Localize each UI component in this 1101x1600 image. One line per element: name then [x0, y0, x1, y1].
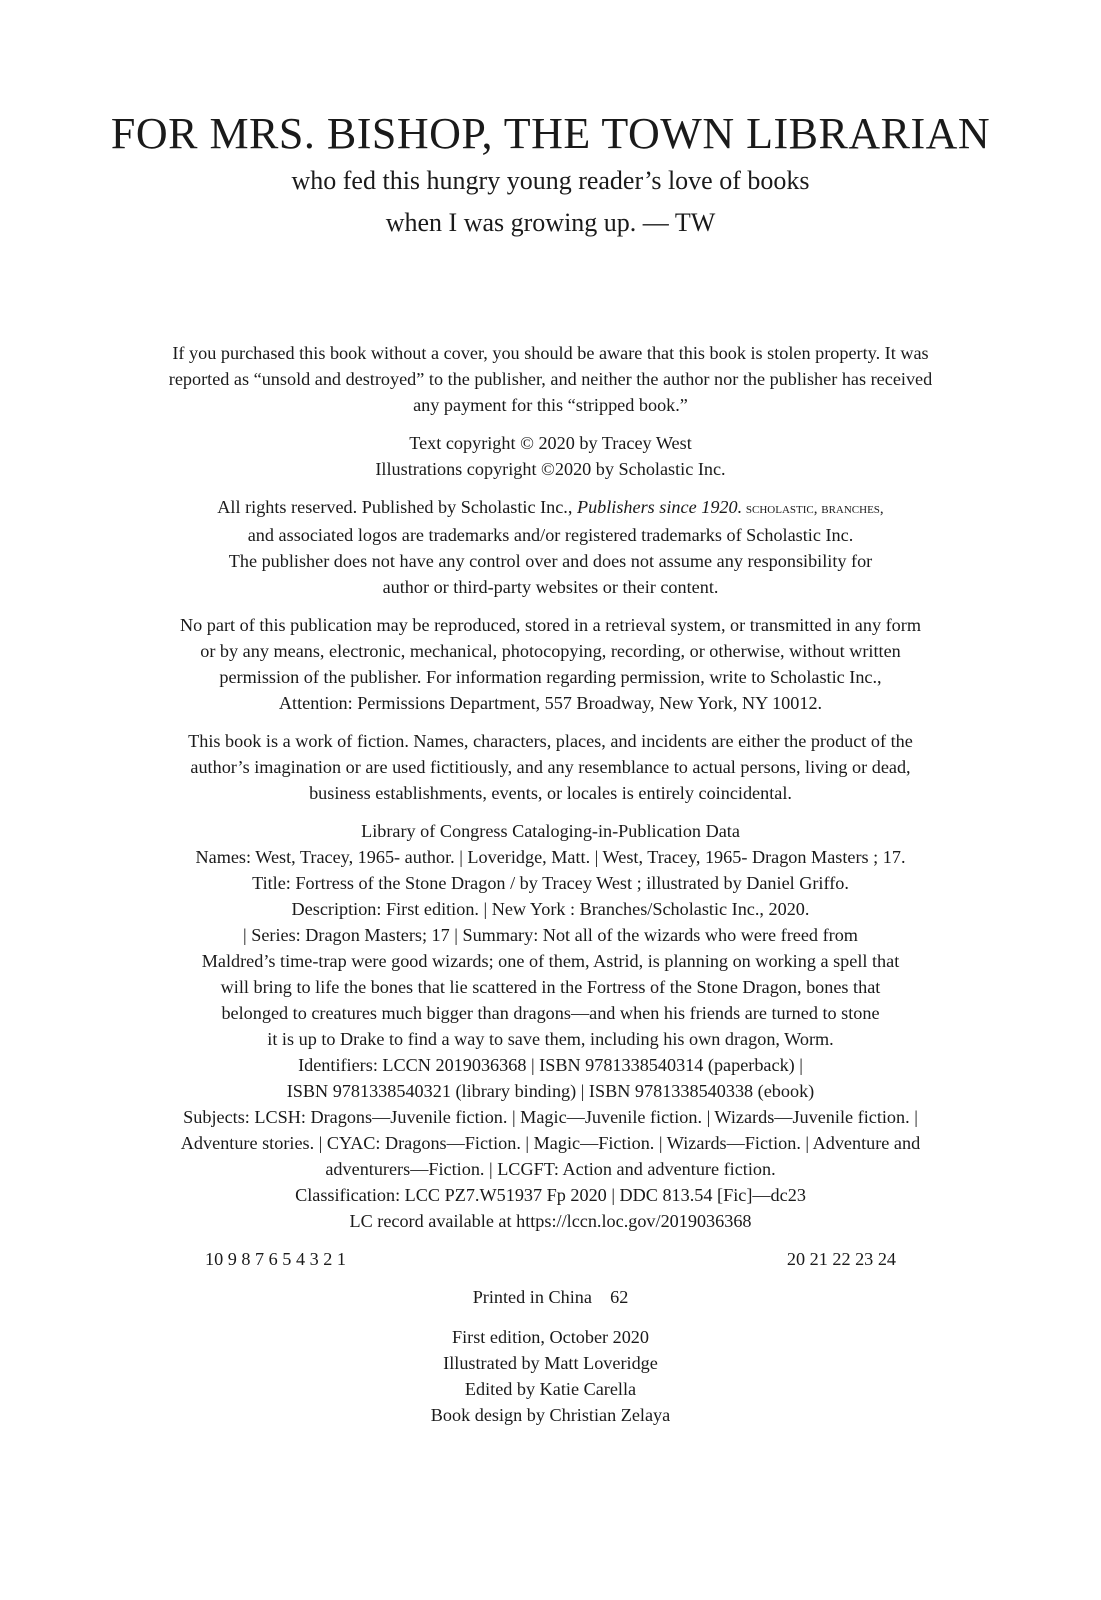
cip-line: Library of Congress Cataloging-in-Publication Data: [361, 821, 740, 841]
copyright-notice: [125, 430, 976, 482]
cip-line: Identifiers: LCCN 2019036368 | ISBN 9781338540314 (paperback) |: [298, 1055, 803, 1075]
trademark-names: scholastic, branches,: [742, 501, 884, 517]
cip-line: Title: Fortress of the Stone Dragon / by Tracey West ; illustrated by Daniel Griffo.: [252, 873, 849, 893]
credit-line: Edited by Katie Carella: [464, 1379, 637, 1399]
rights-notice: [125, 494, 976, 600]
cip-line: Maldred’s time-trap were good wizards; one of them, Astrid, is planning on working a spell that: [201, 951, 900, 971]
rights-line: [125, 494, 976, 522]
dedication-line-2: when I was growing up. — TW: [385, 208, 716, 237]
cip-line: | Series: Dragon Masters; 17 | Summary: Not all of the wizards who were freed from: [243, 925, 858, 945]
rights-text: All rights reserved. Published by Scholastic Inc.,: [217, 497, 577, 517]
printed-in: [125, 1284, 976, 1310]
cip-line: belonged to creatures much bigger than dragons—and when his friends are turned to stone: [221, 1003, 880, 1023]
credit-line: Book design by Christian Zelaya: [430, 1405, 671, 1425]
rights-line: author or third-party websites or their content.: [382, 577, 719, 597]
rights-line: and associated logos are trademarks and/or registered trademarks of Scholastic Inc.: [247, 525, 854, 545]
copyright-line: Illustrations copyright ©2020 by Scholastic Inc.: [375, 459, 726, 479]
cip-line: will bring to life the bones that lie scattered in the Fortress of the Stone Dragon, bones that: [220, 977, 881, 997]
notice-line: any payment for this “stripped book.”: [413, 395, 688, 415]
notice-line: If you purchased this book without a cover, you should be aware that this book is stolen property. It was: [172, 343, 929, 363]
reproduction-line: Attention: Permissions Department, 557 Broadway, New York, NY 10012.: [278, 693, 823, 713]
cip-line: Names: West, Tracey, 1965- author. | Loveridge, Matt. | West, Tracey, 1965- Dragon Masters ; 17.: [195, 847, 906, 867]
cip-line: adventurers—Fiction. | LCGFT: Action and adventure fiction.: [325, 1159, 776, 1179]
credit-line: First edition, October 2020: [451, 1327, 649, 1347]
cip-line: Description: First edition. | New York : Branches/Scholastic Inc., 2020.: [291, 899, 810, 919]
printed-in-line: Printed in China 62: [472, 1287, 629, 1307]
reproduction-line: permission of the publisher. For information regarding permission, write to Scholastic Inc.,: [219, 667, 882, 687]
dedication: [0, 108, 1101, 244]
fiction-line: business establishments, events, or locales is entirely coincidental.: [309, 783, 792, 803]
legal-text: [125, 340, 976, 1440]
fiction-line: This book is a work of fiction. Names, characters, places, and incidents are either the product of the: [188, 731, 913, 751]
reproduction-line: No part of this publication may be reproduced, stored in a retrieval system, or transmitted in any form: [180, 615, 921, 635]
fiction-line: author’s imagination or are used fictitiously, and any resemblance to actual persons, living or dead,: [190, 757, 911, 777]
publisher-tagline: Publishers since 1920.: [576, 497, 743, 517]
fiction-notice: [125, 728, 976, 806]
dedication-title: FOR MRS. BISHOP, THE TOWN LIBRARIAN: [110, 109, 991, 158]
cip-line: Subjects: LCSH: Dragons—Juvenile fiction. | Magic—Juvenile fiction. | Wizards—Juvenile fiction. |: [183, 1107, 918, 1127]
year-numbers: 20 21 22 23 24: [786, 1249, 896, 1269]
cip-line: ISBN 9781338540321 (library binding) | ISBN 9781338540338 (ebook): [286, 1081, 815, 1101]
credit-line: Illustrated by Matt Loveridge: [443, 1353, 658, 1373]
cip-line: it is up to Drake to find a way to save them, including his own dragon, Worm.: [267, 1029, 834, 1049]
dedication-line-1: who fed this hungry young reader’s love of books: [291, 166, 810, 195]
printing-line: [125, 1246, 976, 1272]
printing-numbers: 10 9 8 7 6 5 4 3 2 1: [205, 1249, 346, 1269]
cip-line: Classification: LCC PZ7.W51937 Fp 2020 | DDC 813.54 [Fic]—dc23: [295, 1185, 806, 1205]
cip-line: LC record available at https://lccn.loc.gov/2019036368: [349, 1211, 752, 1231]
copyright-line: Text copyright © 2020 by Tracey West: [409, 433, 692, 453]
stripped-book-notice: [125, 340, 976, 418]
rights-line: The publisher does not have any control over and does not assume any responsibility for: [228, 551, 873, 571]
reproduction-line: or by any means, electronic, mechanical, photocopying, recording, or otherwise, without written: [200, 641, 901, 661]
cip-data: [125, 818, 976, 1234]
credits: [125, 1324, 976, 1428]
reproduction-notice: [125, 612, 976, 716]
notice-line: reported as “unsold and destroyed” to the publisher, and neither the author nor the publisher has received: [168, 369, 933, 389]
cip-line: Adventure stories. | CYAC: Dragons—Fiction. | Magic—Fiction. | Wizards—Fiction. | Adventure and: [180, 1133, 921, 1153]
